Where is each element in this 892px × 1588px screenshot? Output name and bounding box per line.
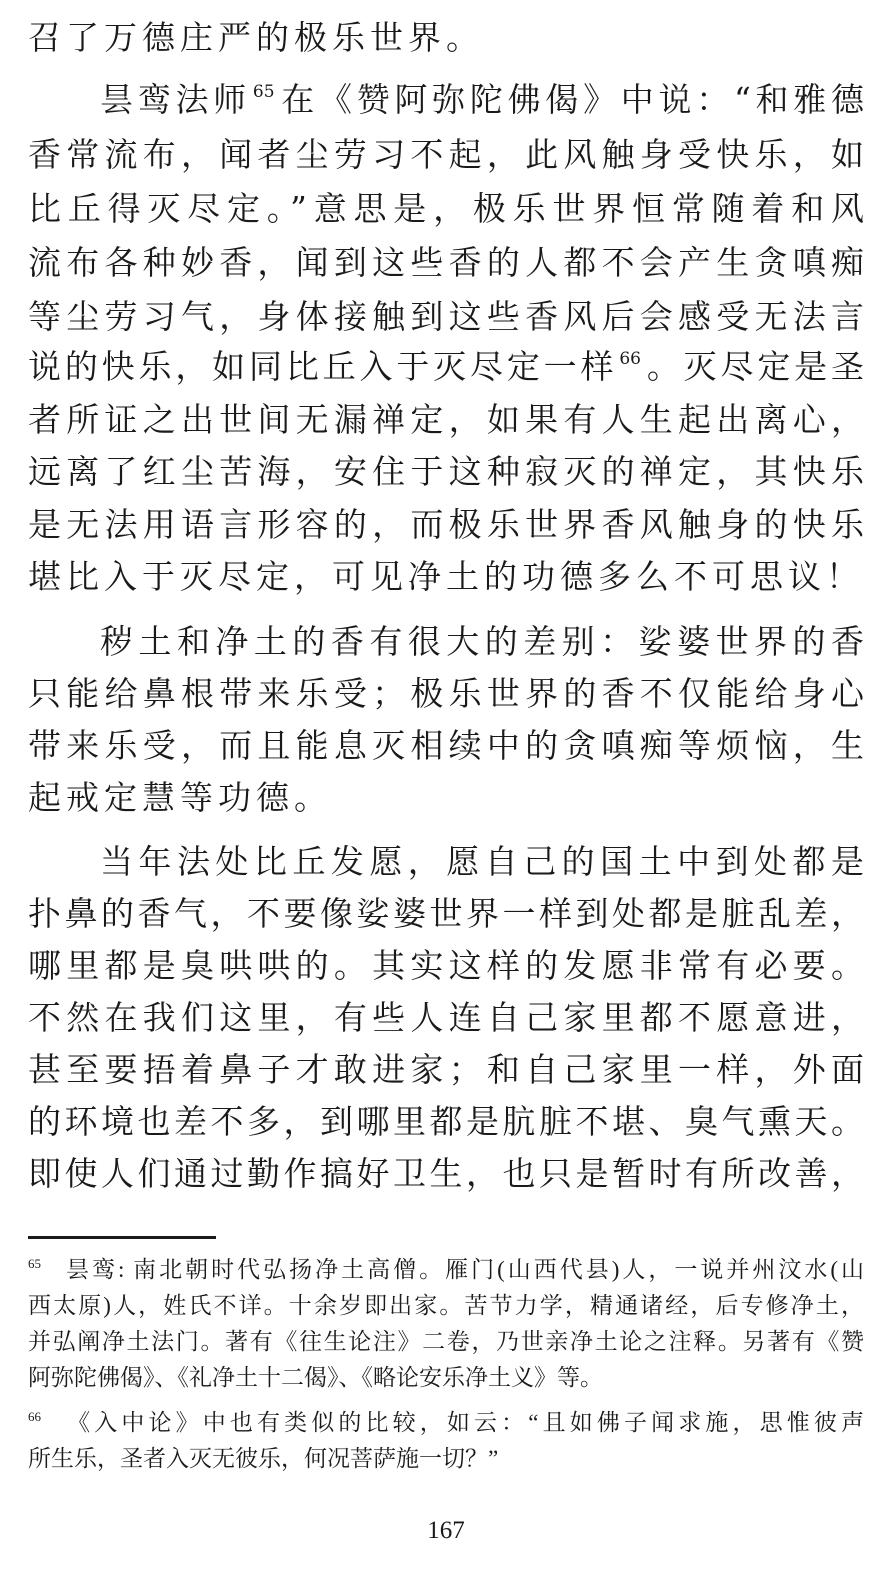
line-part: 昙鸾法师: [100, 80, 251, 119]
footnote-65-line: [28, 1253, 864, 1287]
body-line: 只能给鼻根带来乐受；极乐世界的香不仅能给身心: [28, 674, 864, 713]
body-line: 者所证之出世间无漏禅定，如果有人生起出离心，: [28, 400, 864, 439]
body-line: 哪里都是臭哄哄的。其实这样的发愿非常有必要。: [28, 946, 864, 985]
body-line: 带来乐受，而且能息灭相续中的贪嗔痴等烦恼，生: [28, 726, 864, 765]
footnote-mark-66: 66: [28, 1409, 41, 1424]
body-line: 召了万德庄严的极乐世界。: [28, 18, 484, 57]
body-line: 即使人们通过勤作搞好卫生，也只是暂时有所改善，: [28, 1154, 864, 1193]
body-line: 当年法处比丘发愿，愿自己的国土中到处都是: [100, 842, 864, 881]
line-part: 说的快乐，如同比丘入于灭尽定一样: [28, 347, 618, 386]
body-line: 甚至要捂着鼻子才敢进家；和自己家里一样，外面: [28, 1050, 864, 1089]
body-line: 秽土和净土的香有很大的差别：娑婆世界的香: [100, 622, 864, 661]
body-line: 比丘得灭尽定。”意思是，极乐世界恒常随着和风: [28, 189, 864, 228]
body-line: 远离了红尘苦海，安住于这种寂灭的禅定，其快乐: [28, 452, 864, 491]
body-line: [100, 76, 864, 124]
body-line: 扑鼻的香气，不要像娑婆世界一样到处都是脏乱差，: [28, 894, 864, 933]
body-line: 流布各种妙香，闻到这些香的人都不会产生贪嗔痴: [28, 243, 864, 282]
footnote-text: 《入中论》中也有类似的比较，如云：“且如佛子闻求施，思惟彼声: [63, 1410, 864, 1435]
footnote-66-line: 所生乐，圣者入灭无彼乐，何况菩萨施一切？”: [28, 1446, 499, 1471]
body-line: 等尘劳习气，身体接触到这些香风后会感受无法言: [28, 297, 864, 336]
footnote-65-line: 阿弥陀佛偈》、《礼净土十二偈》、《略论安乐净土义》等。: [28, 1365, 603, 1390]
body-line: [28, 343, 864, 391]
body-line: 香常流布，闻者尘劳习不起，此风触身受快乐，如: [28, 135, 864, 174]
footnote-ref-65[interactable]: 65: [252, 82, 275, 102]
footnote-text: 昙鸾: 南北朝时代弘扬净土高僧。雁门(山西代县)人，一说并州汶水(山: [63, 1257, 864, 1282]
body-line: 的环境也差不多，到哪里都是肮脏不堪、臭气熏天。: [28, 1102, 864, 1141]
line-part: 在《赞阿弥陀佛偈》中说：“和雅德: [276, 80, 865, 119]
body-line: 起戒定慧等功德。: [28, 778, 332, 817]
body-line: 不然在我们这里，有些人连自己家里都不愿意进，: [28, 998, 864, 1037]
page-number: 167: [427, 1517, 465, 1544]
footnote-divider: [28, 1236, 216, 1239]
footnote-ref-66[interactable]: 66: [619, 349, 641, 369]
footnote-66-line: [28, 1406, 864, 1440]
body-line: 是无法用语言形容的，而极乐世界香风触身的快乐: [28, 505, 864, 544]
body-line: 堪比入于灭尽定，可见净土的功德多么不可思议！: [28, 557, 864, 596]
footnote-mark-65: 65: [28, 1256, 41, 1271]
line-part: 。灭尽定是圣: [643, 347, 865, 386]
footnote-65-line: 西太原)人，姓氏不详。十余岁即出家。苦节力学，精通诸经，后专修净土，: [28, 1293, 864, 1318]
footnote-65-line: 并弘阐净土法门。著有《往生论注》二卷，乃世亲净土论之注释。另著有《赞: [28, 1329, 864, 1354]
